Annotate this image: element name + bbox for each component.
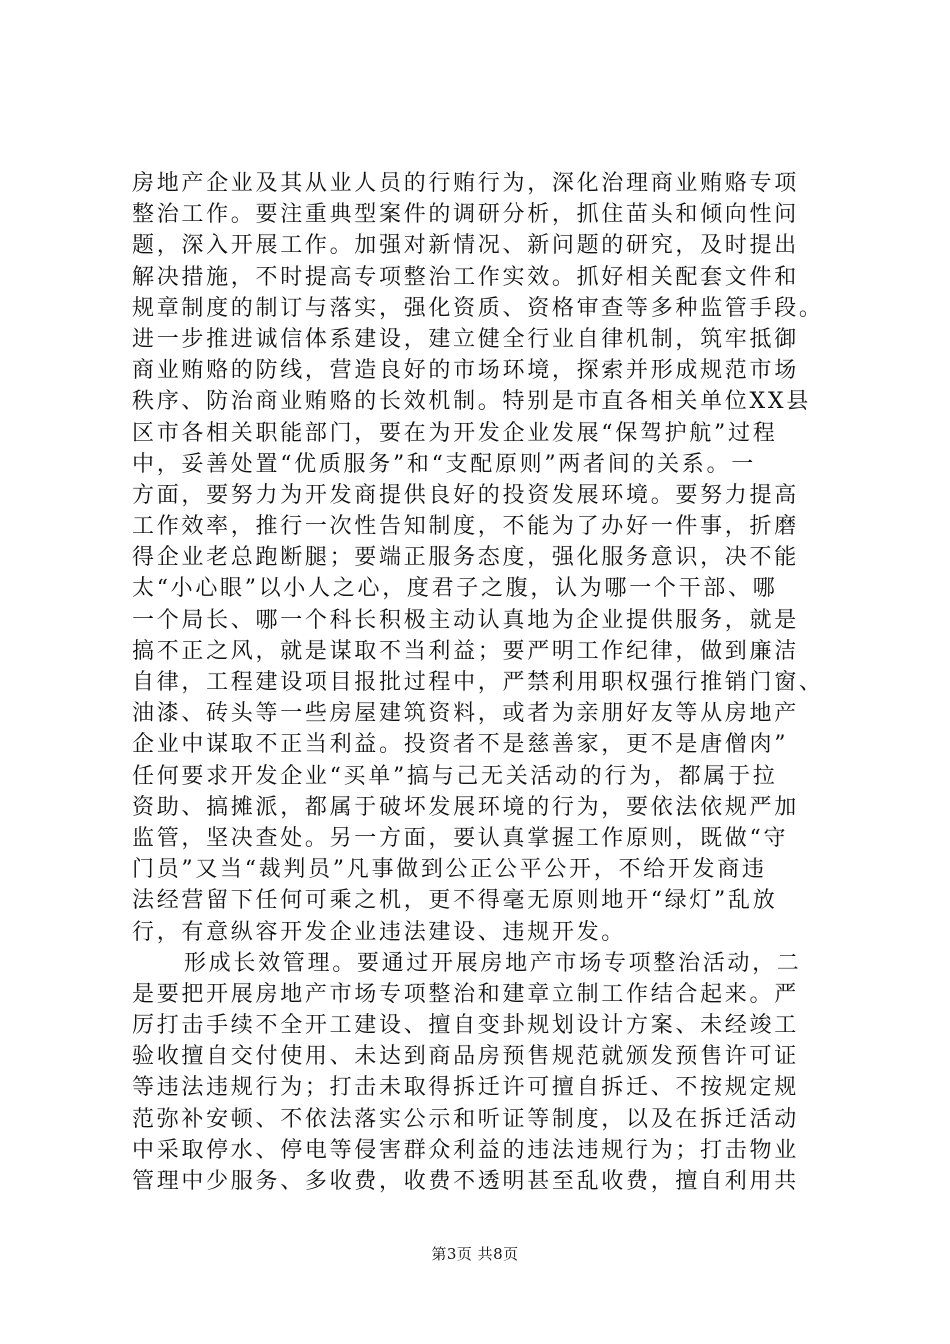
text-line: 自律，工程建设项目报批过程中，严禁利用职权强行推销门窗、 <box>132 670 824 695</box>
body-text <box>132 168 832 1197</box>
text-line: 验收擅自交付使用、未达到商品房预售规范就颁发预售许可证 <box>132 1044 799 1070</box>
text-line: 中采取停水、停电等侵害群众利益的违法违规行为；打击物业 <box>132 1137 799 1163</box>
text-line: 房地产企业及其从业人员的行贿行为，深化治理商业贿赂专项 <box>132 171 799 196</box>
text-line: 等违法违规行为；打击未取得拆迁许可擅自拆迁、不按规定规 <box>132 1075 799 1101</box>
text-line: 得企业老总跑断腿；要端正服务态度，强化服务意识，决不能 <box>132 545 799 571</box>
paragraph-first-line: 形成长效管理。要通过开展房地产市场专项整治活动，二 <box>184 950 802 976</box>
text-line: 法经营留下任何可乘之机，更不得毫无原则地开“绿灯”乱放 <box>132 888 778 914</box>
text-line: 门员”又当“裁判员”凡事做到公正公平公开，不给开发商违 <box>132 857 767 883</box>
text-line: 商业贿赂的防线，营造良好的市场环境，探索并形成规范市场 <box>132 358 799 384</box>
text-line: 任何要求开发企业“买单”搞与己无关活动的行为，都属于拉 <box>132 763 778 789</box>
text-line: 厉打击手续不全开工建设、擅自变卦规划设计方案、未经竣工 <box>132 1013 799 1039</box>
text-line: 进一步推进诚信体系建设，建立健全行业自律机制，筑牢抵御 <box>132 326 799 352</box>
text-line: 油漆、砖头等一些房屋建筑资料，或者为亲朋好友等从房地产 <box>132 701 799 727</box>
page-number-footer: 第3页 共8页 <box>431 1245 519 1263</box>
text-line: 监管，坚决查处。另一方面，要认真掌握工作原则，既做“守 <box>132 825 789 851</box>
text-line: 方面，要努力为开发商提供良好的投资发展环境。要努力提高 <box>132 482 799 508</box>
text-line: 区市各相关职能部门，要在为开发企业发展“保驾护航”过程 <box>132 420 778 446</box>
text-line: 行，有意纵容开发企业违法建设、违规开发。 <box>132 919 627 945</box>
text-line: 一个局长、哪一个科长积极主动认真地为企业提供服务，就是 <box>132 607 799 633</box>
text-line: 中，妥善处置“优质服务”和“支配原则”两者间的关系。一 <box>132 451 756 477</box>
text-line: 题，深入开展工作。加强对新情况、新问题的研究，及时提出 <box>132 233 799 259</box>
text-line: 秩序、防治商业贿赂的长效机制。特别是市直各相关单位XX县 <box>132 389 811 415</box>
text-line: 工作效率，推行一次性告知制度，不能为了办好一件事，折磨 <box>132 514 799 540</box>
text-line: 整治工作。要注重典型案件的调研分析，抓住苗头和倾向性问 <box>132 202 799 228</box>
text-line: 解决措施，不时提高专项整治工作实效。抓好相关配套文件和 <box>132 264 799 290</box>
text-line: 范弥补安顿、不依法落实公示和听证等制度，以及在拆迁活动 <box>132 1106 799 1132</box>
text-line: 是要把开展房地产市场专项整治和建章立制工作结合起来。严 <box>132 981 799 1007</box>
text-line: 太“小心眼”以小人之心，度君子之腹，认为哪一个干部、哪 <box>132 576 778 602</box>
text-line: 搞不正之风，就是谋取不当利益；要严明工作纪律，做到廉洁 <box>132 638 799 664</box>
text-line: 企业中谋取不正当利益。投资者不是慈善家，更不是唐僧肉” <box>132 732 789 758</box>
text-line: 管理中少服务、多收费，收费不透明甚至乱收费，擅自利用共 <box>132 1169 799 1194</box>
text-line: 规章制度的制订与落实，强化资质、资格审查等多种监管手段。 <box>132 295 824 321</box>
text-line: 资助、搞摊派，都属于破坏发展环境的行为，要依法依规严加 <box>132 794 799 820</box>
